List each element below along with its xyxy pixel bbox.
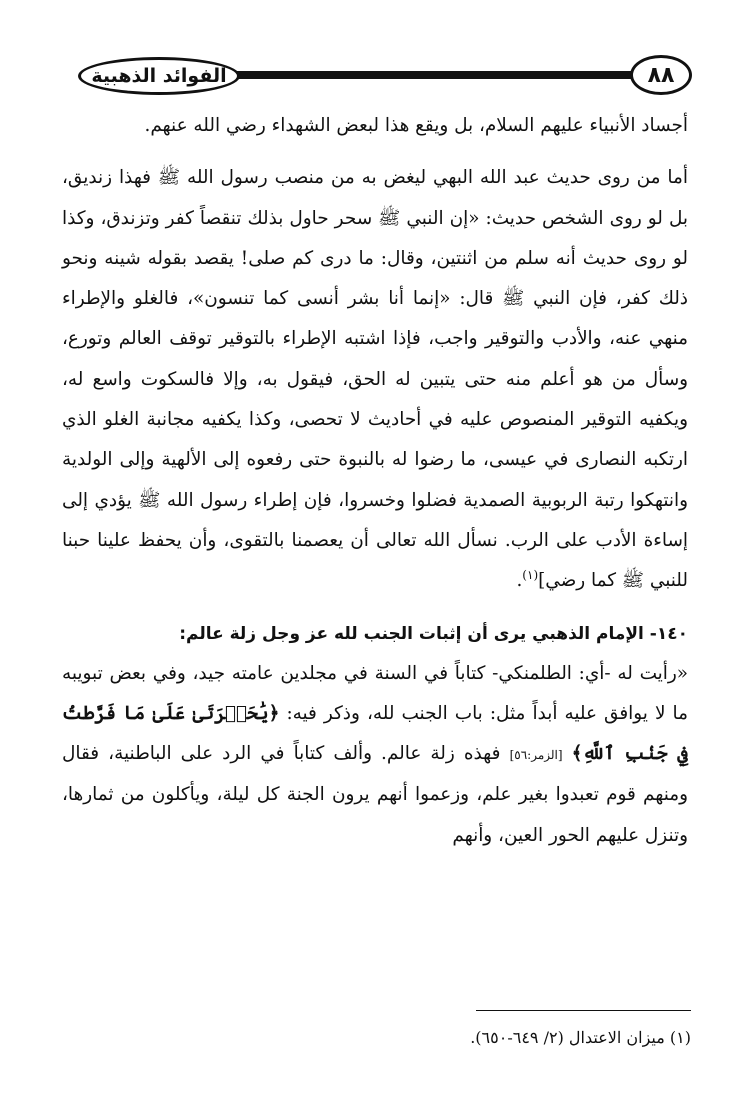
- quote-text: «رأيت له -أي: الطلمنكي- كتاباً في السنة في مجلدين عامته جيد، وفي بعض تبويبه ما لا يوافق عليه أبداً مثل: باب الجنب لله، وذكر فيه:: [62, 662, 688, 724]
- section-heading: [62, 614, 688, 654]
- page-number: ٨٨: [647, 62, 675, 88]
- page-number-oval: [630, 55, 692, 95]
- quran-reference: [الزمر:٥٦]: [509, 748, 563, 763]
- main-text: [62, 106, 688, 856]
- quote-text-continued: فهذه زلة عالم. وألف كتاباً في الرد على الباطنية، فقال ومنهم قوم تعبدوا بغير علم، وزعموا أنهم يرون الجنة كل ليلة، ويأكلون من ثمارها، وتنزل عليهم الحور العين، وأنهم: [62, 743, 688, 846]
- section-paragraph: [62, 654, 688, 856]
- book-title-oval: [78, 57, 240, 95]
- section-heading-text: ١٤٠- الإمام الذهبي يرى أن إثبات الجنب لله عز وجل زلة عالم:: [179, 623, 688, 644]
- header-rule: [230, 71, 634, 79]
- page-header: [60, 52, 692, 104]
- paragraph-text: أجساد الأنبياء عليهم السلام، بل ويقع هذا لبعض الشهداء رضي الله عنهم.: [144, 115, 688, 136]
- footnote-separator: [476, 1010, 691, 1011]
- footnote-text: (١) ميزان الاعتدال (٢/ ٦٤٩-٦٥٠).: [470, 1028, 691, 1047]
- footnote: [65, 1026, 691, 1050]
- quran-verse: ﴿يَٰحَسۡرَتَىٰ عَلَىٰ مَا فَرَّطتُ فِي جَنۢبِ ٱللَّهِ﴾: [62, 702, 688, 765]
- paragraph-continuation: [62, 106, 688, 146]
- footnote-marker: (١): [522, 568, 539, 583]
- paragraph: [62, 158, 688, 601]
- paragraph-text: أما من روى حديث عبد الله البهي ليغض به من منصب رسول الله ﷺ فهذا زنديق، بل لو روى الشخص حديث: «إن النبي ﷺ سحر حاول بذلك تنقصاً كفر وتزندق، وكذا لو روى حديث أنه سلم من اثنتين، وقال: ما درى كم صلى! يقصد بقوله شينه ونحو ذلك كفر، فإن النبي ﷺ قال: «إنما أنا بشر أنسى كما تنسون»، فالغلو والإطراء منهي عنه، والأدب والتوقير واجب، فإذا اشتبه الإطراء بالتوقير توقف العالم وتورع، وسأل من هو أعلم منه حتى يتبين له الحق، فيقول به، وإلا فالسكوت واسع له، ويكفيه التوقير المنصوص عليه في أحاديث لا تحصى، وكذا يكفيه مجانبة الغلو الذي ارتكبه النصارى في عيسى، ما رضوا له بالنبوة حتى رفعوه إلى الألهية وإلى الولدية وانتهكوا رتبة الربوبية الصمدية فضلوا وخسروا، فإن إطراء رسول الله ﷺ يؤدي إلى إساءة الأدب على الرب. نسأل الله تعالى أن يعصمنا بالتقوى، وأن يحفظ علينا حبنا للنبي ﷺ كما رضي]: [62, 167, 688, 592]
- book-title: الفوائد الذهبية: [91, 65, 227, 87]
- paragraph-ending: .: [516, 570, 523, 592]
